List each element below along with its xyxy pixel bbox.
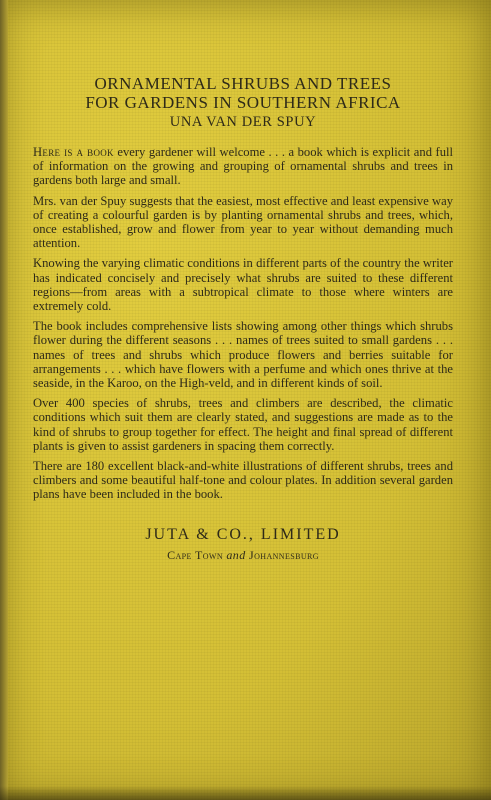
book-title <box>33 74 453 112</box>
blurb-paragraph-5: Over 400 species of shrubs, trees and climbers are described, the climatic conditions which suit them are clearly stated, and suggestions are made as to the kind of shrubs to group together for effect. The height and final spread of different plants is given to assist gardeners in spacing them correctly. <box>33 396 453 453</box>
title-line-1: ORNAMENTAL SHRUBS AND TREES <box>94 74 392 93</box>
book-author: UNA VAN DER SPUY <box>169 114 317 130</box>
spine-edge <box>0 0 8 800</box>
blurb-paragraph-6: There are 180 excellent black-and-white illustrations of different shrubs, trees and climbers and some beautiful half-tone and colour plates. In addition several garden plans have been included in the book. <box>33 459 453 502</box>
blurb-paragraph-4: The book includes comprehensive lists showing among other things which shrubs flower during the different seasons . . . names of trees suited to small gardens . . . names of trees and shrubs which produce flowers and berries suitable for arrangements . . . which have flowers with a perfume and which ones thrive at the seaside, in the Karoo, on the High-veld, and in different kinds of soil. <box>33 319 453 391</box>
cities-conjunction: and <box>226 547 246 562</box>
blurb-lead-in: Here is a book <box>33 145 114 159</box>
blurb-paragraph-3: Knowing the varying climatic conditions in different parts of the country the writer has indicated concisely and precisely what shrubs are suited to these different regions—from areas with a subtropical climate to those where winters are extremely cold. <box>33 256 453 314</box>
title-line-2: FOR GARDENS IN SOUTHERN AFRICA <box>85 93 401 112</box>
city-johannesburg: Johannesburg <box>249 547 319 562</box>
publisher-cities <box>33 548 453 563</box>
blurb-p1-text: every gardener will welcome . . . a book which is explicit and full of information on the growing and grouping of ornamental shrubs and trees in gardens both large and small. <box>33 145 453 188</box>
city-cape-town: Cape Town <box>167 547 223 562</box>
blurb-paragraph-1 <box>33 145 453 188</box>
cover-text-block <box>33 74 453 563</box>
blurb-paragraph-2: Mrs. van der Spuy suggests that the easiest, most effective and least expensive way of creating a colourful garden is by planting ornamental shrubs and trees, which, once established, grow and flower from year to year without demanding much attention. <box>33 193 453 251</box>
bottom-edge-shadow <box>0 786 491 800</box>
publisher-name: JUTA & CO., LIMITED <box>145 525 341 543</box>
